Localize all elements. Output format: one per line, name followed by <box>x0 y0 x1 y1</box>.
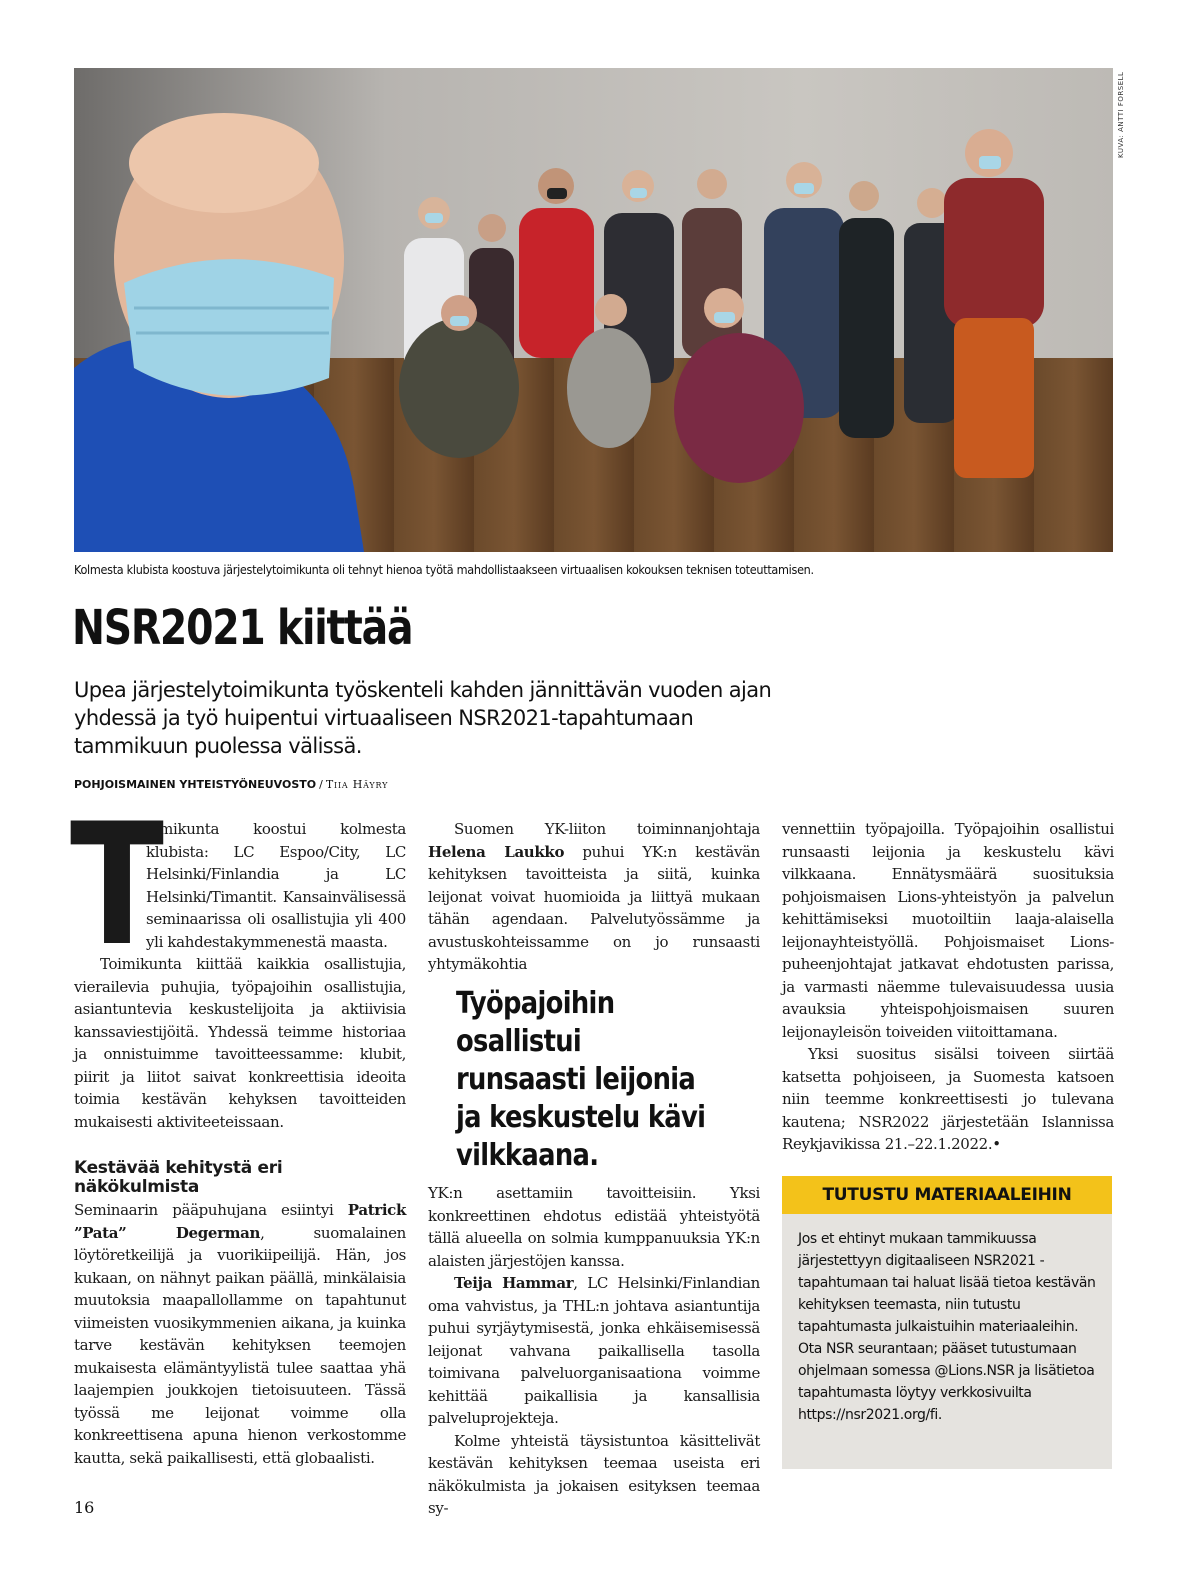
text-run: , LC Helsinki/Finlandian oma vahvistus, ja THL:n johtava asiantuntija puhui syrjäytymisestä, jonka ehkäisemisessä leijonat vahvana paikallisella tasolla toimivana palveluorganisaationa voimme kehittää paikallisia ja kansallisia palveluprojekteja. <box>428 1274 760 1427</box>
drop-cap: T <box>70 787 164 983</box>
sidebar-text: Jos et ehtinyt mukaan tammikuussa järjestettyyn digitaaliseen NSR2021 -tapahtumaan tai haluat lisää tietoa kestävän kehityksen teemasta, niin tutustu tapahtumasta julkaistuihin materiaaleihin. Ota NSR seurantaan; pääset tutustumaan ohjelmaan somessa @Lions.NSR ja lisätietoa tapahtumasta löytyy verkkosivuilta https://nsr2021.org/fi. <box>798 1231 1096 1423</box>
info-sidebar <box>782 1176 1112 1469</box>
text-run: , suomalainen löytöretkeilijä ja vuorikiipeilijä. Hän, jos kukaan, on nähnyt paikan päällä, minkälaisia muutoksia maapallollamme on tapahtunut viimeisten vuosikymmenien aikana, ja kuinka tarve kestävän kehityksen teemojen mukaisesta elämäntyylistä tulee saattaa yhä laajempien joukkojen tietoisuuteen. Tässä työssä me leijonat voimme olla konkreettisena apuna hienon verkostomme kautta, sekä paikallisesti, että globaalisti. <box>74 1223 406 1467</box>
paragraph <box>782 1043 1114 1156</box>
text-run: Suomen YK-liiton toiminnanjohtaja <box>454 820 760 838</box>
article-headline: NSR2021 kiittää <box>72 600 413 656</box>
paragraph <box>428 818 760 976</box>
column-2-continued <box>428 1182 760 1520</box>
page-number: 16 <box>74 1498 95 1517</box>
paragraph: Kolme yhteistä täysistuntoa käsittelivät kestävän kehityksen teemaa useista eri näkökulmista ja jokaisen esityksen teemaa sy- <box>428 1431 760 1517</box>
byline-org: POHJOISMAINEN YHTEISTYÖNEUVOSTO <box>74 778 317 791</box>
photo-caption: Kolmesta klubista koostuva järjestelytoimikunta oli tehnyt hienoa työtä mahdollistaakseen virtuaalisen kokouksen teknisen toteuttamisen. <box>74 562 814 577</box>
end-mark: • <box>992 1135 1001 1153</box>
byline-author: Tiia Häyry <box>325 778 389 791</box>
speaker-name: Helena Laukko <box>428 842 565 861</box>
paragraph <box>428 1272 760 1430</box>
paragraph: oimikunta koostui kolmesta klubista: LC Espoo/City, LC Helsinki/Finlandia ja LC Helsinki/Timantit. Kansainvälisessä seminaarissa oli osallistujia yli 400 yli kahdestakymmenestä maasta. <box>146 820 406 951</box>
pull-quote: Työpajoihin osallistui runsaasti leijonia ja keskustelu kävi vilkkaana. <box>456 986 706 1173</box>
article-lede: Upea järjestelytoimikunta työskenteli kahden jännittävän vuoden ajan yhdessä ja työ huipentui virtuaaliseen NSR2021-tapahtumaan tammikuun puolessa välissä. <box>74 678 772 758</box>
column-2 <box>428 818 760 976</box>
speaker-name: Teija Hammar <box>454 1274 574 1292</box>
sidebar-title: TUTUSTU MATERIAALEIHIN <box>782 1176 1112 1214</box>
paragraph: YK:n asettamiin tavoitteisiin. Yksi konkreettinen ehdotus edistää yhteistyötä tällä alueella on solmia kumppanuuksia YK:n alaisten järjestöjen kanssa. <box>428 1184 760 1270</box>
text-run: Yksi suositus sisälsi toiveen siirtää katsetta pohjoiseen, ja Suomesta katsoen niin teemme konkreettisesti jo tulevana kautena; NSR2022 järjestetään Islannissa Reykjavikissa 21.–22.1.2022. <box>782 1045 1114 1153</box>
text-run: Seminaarin pääpuhujana esiintyi <box>74 1201 348 1219</box>
paragraph: Toimikunta kiittää kaikkia osallistujia, vierailevia puhujia, työpajoihin osallistujia, asiantuntevia keskustelijoita ja aktiivisia kanssaviestijöitä. Yhdessä teimme historiaa ja onnistuimme tavoitteessamme: klubit, piirit ja liitot saivat konkreettisia ideoita toimia kestävän kehyksen tavoitteiden mukaisesti aktiviteeteissaan. <box>74 955 406 1131</box>
byline-separator: / <box>319 778 323 791</box>
column-3 <box>782 818 1114 1156</box>
paragraph <box>74 1199 406 1469</box>
text-run: puhui YK:n kestävän kehityksen tavoitteista ja siitä, kuinka leijonat voivat huomioida ja liittyä mukaan tähän agendaan. Palvelutyössämme ja avustuskohteissamme on jo runsaasti yhtymäkohtia <box>428 842 760 973</box>
section-subheading: Kestävää kehitystä eri näkökulmista <box>74 1158 283 1197</box>
column-1 <box>70 787 406 1469</box>
photo-people-illustration <box>74 68 1113 552</box>
group-photo <box>74 68 1113 552</box>
photo-credit: KUVA: ANTTI FORSELL <box>1117 71 1125 158</box>
paragraph: vennettiin työpajoilla. Työpajoihin osallistui runsaasti leijonia ja keskustelu kävi vilkkaana. Ennätysmäärä suosituksia pohjoismaisen Lions-yhteistyön ja palvelun kehittämiseksi muotoiltiin laaja-alaisella leijonayhteistyöllä. Pohjoismaiset Lions-puheenjohtajat jatkavat ehdotusten parissa, ja varmasti näemme tulevaisuudessa uusia avauksia yhteispohjoismaisen suuren leijonayleisön toiveiden viitoittamana. <box>782 820 1114 1041</box>
speaker-name: Patrick ”Pata” Degerman <box>74 1201 406 1242</box>
